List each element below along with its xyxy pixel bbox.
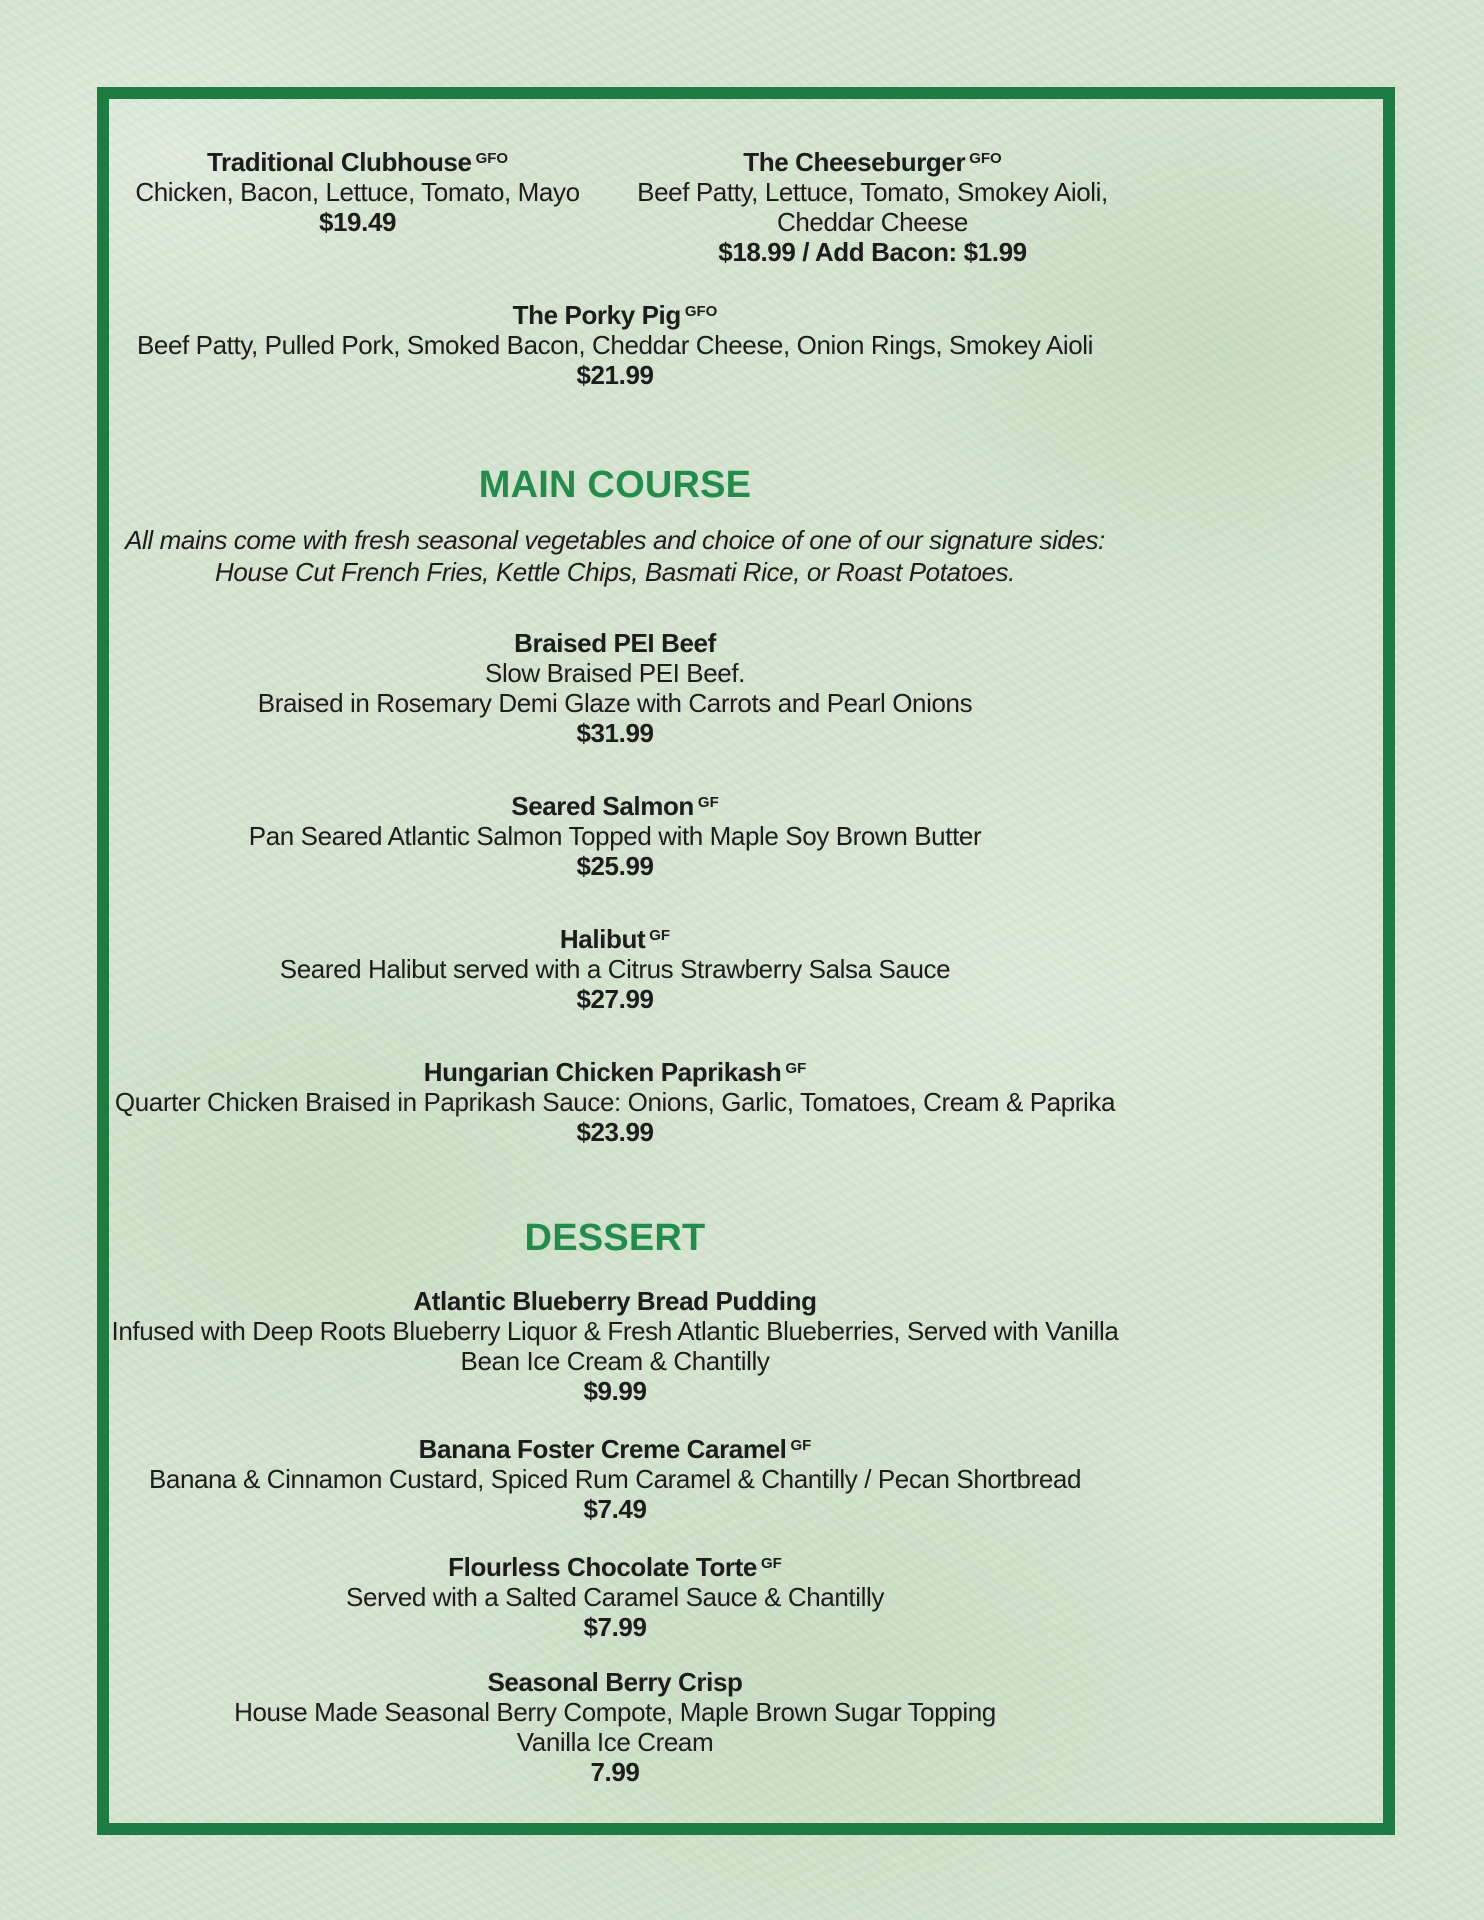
item-description-line: House Made Seasonal Berry Compote, Maple Brown Sugar Topping: [234, 1697, 996, 1727]
item-price: $19.49: [318, 207, 397, 237]
menu-item: [100, 1286, 1130, 1406]
item-description: [100, 1697, 1130, 1757]
diet-tag: GF: [790, 1437, 812, 1454]
menu-item: [615, 144, 1130, 267]
item-description-line: Beef Patty, Lettuce, Tomato, Smokey Aioli,: [637, 177, 1108, 207]
item-price: 7.99: [590, 1757, 640, 1787]
main-course-items: [100, 628, 1130, 1147]
menu-item: [100, 1054, 1130, 1147]
item-price: $9.99: [583, 1376, 647, 1406]
menu-item: [100, 921, 1130, 1014]
item-price: $7.99: [583, 1612, 647, 1642]
item-description-line: Beef Patty, Pulled Pork, Smoked Bacon, Cheddar Cheese, Onion Rings, Smokey Aioli: [136, 330, 1094, 360]
item-description: [615, 177, 1130, 237]
item-description-line: Chicken, Bacon, Lettuce, Tomato, Mayo: [135, 177, 580, 207]
item-name: Seared Salmon $^{GF}$: [511, 791, 719, 821]
diet-tag: GF: [760, 1555, 782, 1572]
item-description: [100, 1582, 1130, 1612]
menu-item: [100, 1431, 1130, 1524]
dessert-items: [100, 1286, 1130, 1787]
item-description-line: Seared Halibut served with a Citrus Strawberry Salsa Sauce: [279, 954, 951, 984]
main-course-note-line-1: All mains come with fresh seasonal vegetables and choice of one of our signature sides:: [125, 525, 1105, 555]
diet-tag: GF: [697, 794, 719, 811]
item-name: Banana Foster Creme Caramel $^{GF}$: [418, 1434, 812, 1464]
diet-tag: GFO: [475, 150, 509, 167]
menu-item: [100, 1549, 1130, 1642]
item-description-line: Infused with Deep Roots Blueberry Liquor & Fresh Atlantic Blueberries, Served with Vanilla: [111, 1316, 1119, 1346]
sandwich-full-width-row: [100, 297, 1130, 390]
item-description: [100, 658, 1130, 718]
item-description: [100, 954, 1130, 984]
item-description-line: Slow Braised PEI Beef.: [485, 658, 745, 688]
dessert-heading: DESSERT: [524, 1217, 706, 1259]
menu-item: [100, 628, 1130, 748]
item-description-line: Cheddar Cheese: [777, 207, 968, 237]
main-course-note-line-2: House Cut French Fries, Kettle Chips, Basmati Rice, or Roast Potatoes.: [214, 557, 1015, 587]
item-name: Seasonal Berry Crisp: [487, 1667, 743, 1697]
item-description-line: Vanilla Ice Cream: [516, 1727, 714, 1757]
menu-item: [100, 788, 1130, 881]
diet-tag: GF: [785, 1060, 807, 1077]
item-name: Halibut $^{GF}$: [559, 924, 671, 954]
item-description-line: Braised in Rosemary Demi Glaze with Carrots and Pearl Onions: [257, 688, 973, 718]
item-price: $31.99: [576, 718, 654, 748]
item-description-line: Quarter Chicken Braised in Paprikash Sauce: Onions, Garlic, Tomatoes, Cream & Paprika: [114, 1087, 1116, 1117]
item-description-line: Pan Seared Atlantic Salmon Topped with Maple Soy Brown Butter: [248, 821, 982, 851]
item-name: Traditional Clubhouse $^{GFO}$: [206, 147, 509, 177]
sandwich-column-left: [100, 144, 615, 237]
item-price: $21.99: [576, 360, 654, 390]
item-name: The Porky Pig $^{GFO}$: [512, 300, 718, 330]
item-price: $25.99: [576, 851, 654, 881]
menu-item: [100, 1667, 1130, 1787]
item-name: Braised PEI Beef: [514, 628, 716, 658]
item-price: $23.99: [576, 1117, 654, 1147]
item-description: [100, 821, 1130, 851]
item-price: $27.99: [576, 984, 654, 1014]
item-price: $18.99 / Add Bacon: $1.99: [718, 237, 1027, 267]
item-description-line: Banana & Cinnamon Custard, Spiced Rum Caramel & Chantilly / Pecan Shortbread: [148, 1464, 1082, 1494]
menu-item: [100, 144, 615, 237]
item-description: [100, 177, 615, 207]
menu-item: [100, 297, 1130, 390]
item-description: [100, 330, 1130, 360]
item-description: [100, 1464, 1130, 1494]
diet-tag: GF: [649, 927, 671, 944]
item-description: [100, 1087, 1130, 1117]
sandwich-columns-row: [100, 144, 1130, 267]
item-description-line: Bean Ice Cream & Chantilly: [460, 1346, 770, 1376]
main-course-note: [100, 524, 1130, 588]
item-price: $7.49: [583, 1494, 647, 1524]
item-name: Hungarian Chicken Paprikash $^{GF}$: [423, 1057, 807, 1087]
menu-page: [100, 99, 1130, 1787]
diet-tag: GFO: [684, 303, 718, 320]
main-course-heading: MAIN COURSE: [478, 464, 752, 506]
sandwich-column-right: [615, 144, 1130, 267]
item-name: The Cheeseburger $^{GFO}$: [743, 147, 1002, 177]
item-name: Flourless Chocolate Torte $^{GF}$: [448, 1552, 782, 1582]
diet-tag: GFO: [969, 150, 1002, 167]
item-description: [100, 1316, 1130, 1376]
item-description-line: Served with a Salted Caramel Sauce & Chantilly: [346, 1582, 884, 1612]
item-name: Atlantic Blueberry Bread Pudding: [413, 1286, 817, 1316]
